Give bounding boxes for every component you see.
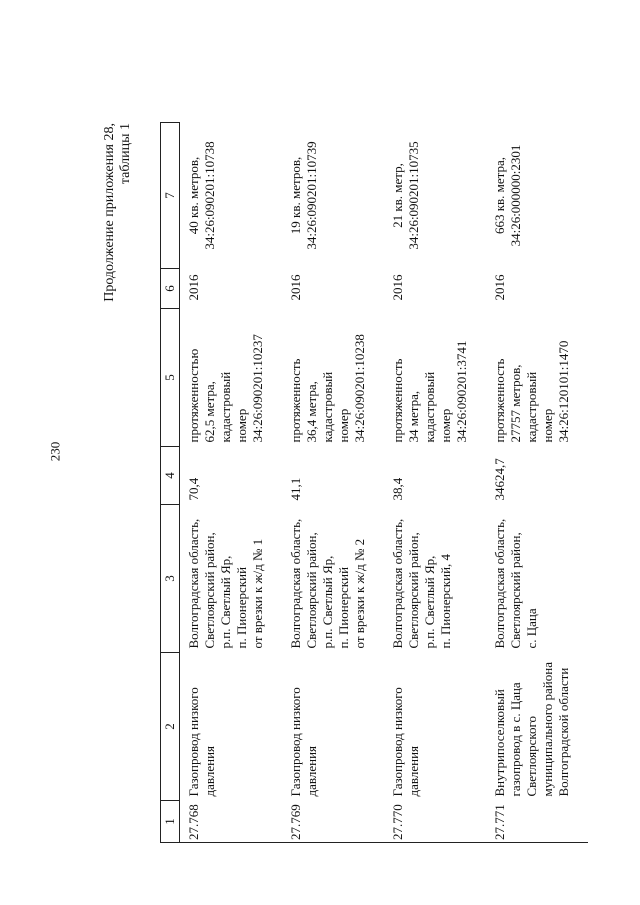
object-year: 2016 [390, 274, 405, 301]
object-name [180, 653, 283, 801]
object-description-line: 34:26:090201:3741 [454, 340, 469, 443]
object-name-line: Газопровод низкого [288, 687, 303, 797]
object-description-line: кадастровый [320, 371, 335, 443]
object-description-line: 36,4 метра, [304, 381, 319, 443]
object-description-line: 62,5 метра, [202, 381, 217, 443]
object-description-line: номер [540, 408, 555, 443]
object-area-line: 663 кв. метра, [492, 156, 507, 235]
object-name-line: Светлоярского [524, 715, 539, 797]
object-address [384, 505, 486, 653]
header-row [161, 123, 180, 843]
object-address-line: Светлоярский район, [406, 532, 421, 649]
caption-line-1: Продолжение приложения 28, [102, 123, 117, 302]
column-header: 5 [161, 309, 180, 447]
object-address-line: Волгоградская область, [288, 518, 303, 649]
object-description [180, 309, 283, 447]
object-address [486, 505, 588, 653]
object-name-line: муниципального района [540, 662, 555, 797]
object-address-line: Светлоярский район, [202, 532, 217, 649]
object-address-line: от врезки к ж/д № 1 [250, 538, 265, 649]
object-area-line: 21 кв. метр, [390, 163, 405, 228]
object-area [384, 123, 486, 269]
object-address [180, 505, 283, 653]
object-address [282, 505, 384, 653]
caption [102, 123, 134, 302]
row-number: 27.771 [486, 801, 588, 843]
row-number: 27.768 [180, 801, 283, 843]
table-row [384, 123, 486, 843]
object-name-line: газопровод в с. Цаца [508, 682, 523, 797]
object-area [180, 123, 283, 269]
object-description [384, 309, 486, 447]
object-description-line: кадастровый [422, 371, 437, 443]
object-year: 2016 [186, 274, 201, 301]
object-name-line: Газопровод низкого [390, 687, 405, 797]
object-value: 70,4 [186, 477, 201, 501]
object-description-line: 34 метра, [406, 390, 421, 443]
caption-line-2: таблицы 1 [118, 123, 133, 185]
object-area-line: 40 кв. метров, [186, 156, 201, 235]
object-name-line: давления [202, 745, 217, 797]
object-address-line: п. Пионерский [234, 566, 249, 649]
object-address-line: р.п. Светлый Яр, [422, 555, 437, 649]
object-description-line: кадастровый [218, 371, 233, 443]
object-name-line: Внутрипоселковый [492, 689, 507, 797]
row-number: 27.769 [282, 801, 384, 843]
object-address-line: р.п. Светлый Яр, [218, 555, 233, 649]
object-description-line: номер [438, 408, 453, 443]
object-address-line: Светлоярский район, [304, 532, 319, 649]
object-name [384, 653, 486, 801]
object-address-line: Волгоградская область, [492, 518, 507, 649]
table-row [180, 123, 283, 843]
column-header: 7 [161, 123, 180, 269]
object-address-line: Волгоградская область, [186, 518, 201, 649]
object-description-line: протяженность [288, 358, 303, 443]
column-header: 1 [161, 801, 180, 843]
object-value: 34624,7 [492, 458, 507, 501]
object-address-line: от врезки к ж/д № 2 [352, 538, 367, 649]
object-description-line: кадастровый [524, 371, 539, 443]
column-header: 2 [161, 653, 180, 801]
data-table [160, 122, 588, 843]
table-row [282, 123, 384, 843]
object-name-line: давления [304, 745, 319, 797]
object-description-line: протяженность [492, 358, 507, 443]
table-row [486, 123, 588, 843]
object-description-line: протяженностью [186, 348, 201, 443]
object-name-line: Газопровод низкого [186, 687, 201, 797]
object-area-line: 34:26:090201:10738 [202, 141, 217, 250]
object-address-line: с. Цаца [524, 608, 539, 649]
object-description-line: 34:26:090201:10237 [250, 334, 265, 443]
object-address-line: р.п. Светлый Яр, [320, 555, 335, 649]
object-name-line: Волгоградской области [556, 667, 571, 797]
object-name-line: давления [406, 745, 421, 797]
object-area [486, 123, 588, 269]
object-address-line: п. Пионерский [336, 566, 351, 649]
object-address-line: п. Пионерский, 4 [438, 553, 453, 649]
object-description-line: 27757 метров, [508, 364, 523, 443]
column-header: 6 [161, 269, 180, 309]
object-value: 41,1 [288, 477, 303, 501]
row-number: 27.770 [384, 801, 486, 843]
object-description-line: 34:26:120101:1470 [556, 340, 571, 443]
object-year: 2016 [288, 274, 303, 301]
object-area-line: 19 кв. метров, [288, 156, 303, 235]
object-description-line: протяженность [390, 358, 405, 443]
rotated-page [100, 123, 571, 843]
object-name [282, 653, 384, 801]
object-description-line: номер [234, 408, 249, 443]
object-description-line: 34:26:090201:10238 [352, 334, 367, 443]
object-address-line: Волгоградская область, [390, 518, 405, 649]
object-name [486, 653, 588, 801]
object-value: 38,4 [390, 477, 405, 501]
object-description [486, 309, 588, 447]
column-header: 3 [161, 505, 180, 653]
object-area [282, 123, 384, 269]
object-description [282, 309, 384, 447]
page-number: 230 [47, 441, 63, 462]
object-year: 2016 [492, 274, 507, 301]
object-area-line: 34:26:000000:2301 [508, 144, 523, 247]
object-area-line: 34:26:090201:10739 [304, 141, 319, 250]
object-address-line: Светлоярский район, [508, 532, 523, 649]
object-area-line: 34:26:090201:10735 [406, 141, 421, 250]
object-description-line: номер [336, 408, 351, 443]
column-header: 4 [161, 447, 180, 505]
